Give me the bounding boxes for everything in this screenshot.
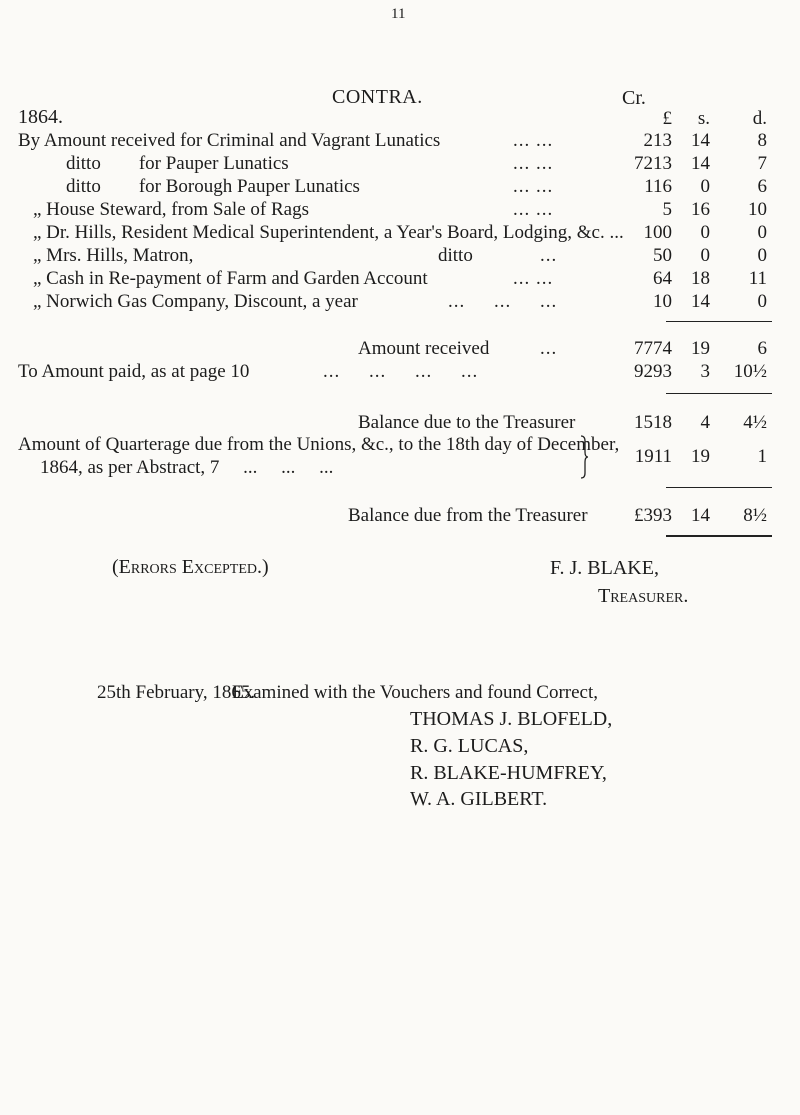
quarterage-pence: 1 xyxy=(757,446,767,467)
entry-shillings: 14 xyxy=(691,291,710,312)
contra-heading: CONTRA. xyxy=(332,86,423,108)
entry-pence: 11 xyxy=(748,268,767,289)
entry-label: By Amount received for Criminal and Vagrant Lunatics xyxy=(18,130,441,151)
ledger-row xyxy=(0,130,800,152)
balance-from-pounds: £393 xyxy=(634,505,672,526)
amount-received-row xyxy=(0,338,800,360)
shillings-header: s. xyxy=(697,108,710,129)
quarterage-shillings: 19 xyxy=(691,446,710,467)
balance-due-from-label: Balance due from the Treasurer xyxy=(348,505,588,526)
ledger-row xyxy=(0,153,800,175)
entry-pounds: 100 xyxy=(643,222,672,243)
ledger-row xyxy=(0,245,800,267)
leader-dots: ... ... xyxy=(513,130,554,151)
leader-dots: ... xyxy=(540,338,558,359)
leader-dots: ... xyxy=(540,245,558,266)
quarterage-label-2: 1864, as per Abstract, 7 ... ... ... xyxy=(40,457,334,478)
paid-pounds: 9293 xyxy=(634,361,672,382)
entry-pence: 8 xyxy=(757,130,767,151)
entry-pence: 0 xyxy=(757,245,767,266)
entry-shillings: 18 xyxy=(691,268,710,289)
entry-pounds: 7213 xyxy=(634,153,672,174)
page-number: 11 xyxy=(391,6,406,22)
ledger-row xyxy=(0,222,800,244)
entry-pounds: 116 xyxy=(644,176,672,197)
entry-pounds: 64 xyxy=(653,268,672,289)
final-rule xyxy=(666,535,772,537)
entry-label: „ Mrs. Hills, Matron, xyxy=(33,245,194,266)
leader-dots: ... ... xyxy=(513,199,554,220)
balance-from-shillings: 14 xyxy=(691,505,710,526)
balance-to-pence: 4½ xyxy=(743,412,767,433)
quarterage-pounds: 1911 xyxy=(634,446,672,467)
total-rule xyxy=(666,321,772,322)
entry-pence: 0 xyxy=(757,291,767,312)
total-rule xyxy=(666,393,772,394)
column-headers xyxy=(0,108,800,130)
paid-pence: 10½ xyxy=(733,361,767,382)
entry-shillings: 16 xyxy=(691,199,710,220)
entry-label: „ Cash in Re-payment of Farm and Garden Account xyxy=(33,268,428,289)
examined-statement: Examined with the Vouchers and found Correct, xyxy=(232,682,599,703)
ledger-row xyxy=(0,268,800,290)
auditor-name: W. A. GILBERT. xyxy=(410,788,548,810)
entry-pounds: 50 xyxy=(653,245,672,266)
entry-shillings: 0 xyxy=(700,222,710,243)
pence-header: d. xyxy=(752,108,767,129)
leader-dots: ... ... xyxy=(513,176,554,197)
entry-label: „ Dr. Hills, Resident Medical Superintendent, a Year's Board, Lodging, &c. ... xyxy=(33,222,624,243)
entry-label: ditto for Pauper Lunatics xyxy=(66,153,289,174)
total-rule xyxy=(666,487,772,488)
credit-label: Cr. xyxy=(622,87,646,109)
balance-due-to-label: Balance due to the Treasurer xyxy=(358,412,576,433)
quarterage-label-1: Amount of Quarterage due from the Unions, &c., to the 18th day of December, xyxy=(18,434,620,455)
entry-shillings: 0 xyxy=(700,176,710,197)
entry-label: „ House Steward, from Sale of Rags xyxy=(33,199,309,220)
paid-shillings: 3 xyxy=(700,361,710,382)
entry-shillings: 14 xyxy=(691,153,710,174)
auditor-name: THOMAS J. BLOFELD, xyxy=(410,708,613,730)
entry-pounds: 10 xyxy=(653,291,672,312)
treasurer-name: F. J. BLAKE, xyxy=(550,557,659,579)
entry-shillings: 0 xyxy=(700,245,710,266)
entry-label: ditto for Borough Pauper Lunatics xyxy=(66,176,360,197)
quarterage-line2 xyxy=(0,457,800,479)
ledger-row xyxy=(0,199,800,221)
ledger-row xyxy=(0,176,800,198)
received-shillings: 19 xyxy=(691,338,710,359)
balance-to-shillings: 4 xyxy=(700,412,710,433)
treasurer-title: Treasurer. xyxy=(598,585,689,607)
received-pounds: 7774 xyxy=(634,338,672,359)
pounds-header: £ xyxy=(662,108,672,129)
auditor-name: R. G. LUCAS, xyxy=(410,735,529,757)
balance-due-from-row xyxy=(0,505,800,527)
leader-dots: ... ... xyxy=(513,153,554,174)
leader-dots: ... ... ... ... xyxy=(323,361,479,382)
brace-icon xyxy=(580,435,589,479)
entry-pence: 0 xyxy=(757,222,767,243)
entry-label: „ Norwich Gas Company, Discount, a year xyxy=(33,291,358,312)
date: 25th February, 1865. xyxy=(97,682,256,703)
amount-paid-label: To Amount paid, as at page 10 xyxy=(18,361,250,382)
year-label: 1864. xyxy=(18,106,63,128)
received-pence: 6 xyxy=(757,338,767,359)
entry-pence: 7 xyxy=(757,153,767,174)
leader-dots: ... ... xyxy=(513,268,554,289)
amount-paid-row xyxy=(0,361,800,383)
entry-shillings: 14 xyxy=(691,130,710,151)
entry-pounds: 213 xyxy=(643,130,672,151)
errors-excepted: (Errors Excepted.) xyxy=(112,556,269,578)
balance-due-to-row xyxy=(0,412,800,434)
entry-pounds: 5 xyxy=(662,199,672,220)
auditor-name: R. BLAKE-HUMFREY, xyxy=(410,762,607,784)
leader-dots: ... ... ... xyxy=(448,291,558,312)
amount-received-label: Amount received xyxy=(358,338,490,359)
ledger-row xyxy=(0,291,800,313)
entry-ditto: ditto xyxy=(438,245,473,266)
balance-from-pence: 8½ xyxy=(743,505,767,526)
entry-pence: 6 xyxy=(757,176,767,197)
entry-pence: 10 xyxy=(748,199,767,220)
balance-to-pounds: 1518 xyxy=(634,412,672,433)
